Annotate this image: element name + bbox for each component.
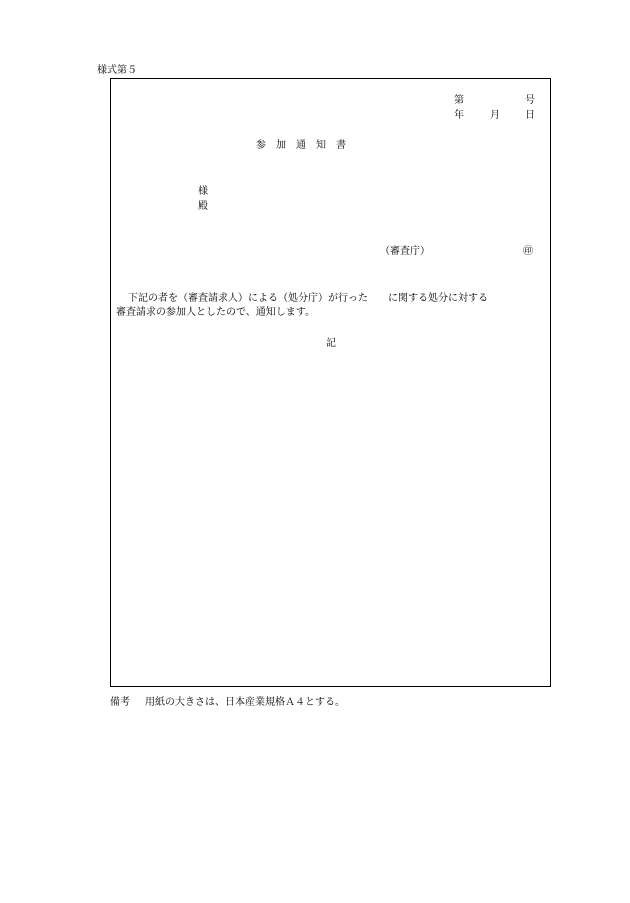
ki-heading: 記 — [326, 338, 336, 349]
number-prefix: 第 — [454, 95, 464, 106]
number-suffix: 号 — [525, 95, 535, 106]
date-year: 年 — [454, 110, 464, 121]
form-label: 様式第５ — [97, 65, 137, 76]
issuer-agency: （審査庁） — [380, 246, 430, 257]
date-day: 日 — [525, 110, 535, 121]
body-text-line-2: 審査請求の参加人としたので、通知します。 — [116, 307, 315, 318]
addressee-sama: 様 — [198, 186, 208, 197]
form-frame — [110, 78, 551, 687]
date-month: 月 — [490, 110, 500, 121]
body-text-line-1: 下記の者を（審査請求人）による（処分庁）が行った に関する処分に対する — [128, 293, 488, 304]
document-title: 参 加 通 知 書 — [256, 140, 346, 151]
note-label: 備考 — [110, 697, 130, 708]
note-text: 用紙の大きさは、日本産業規格Ａ４とする。 — [145, 697, 345, 708]
addressee-dono: 殿 — [198, 201, 208, 212]
seal-mark: ㊞ — [523, 246, 533, 257]
